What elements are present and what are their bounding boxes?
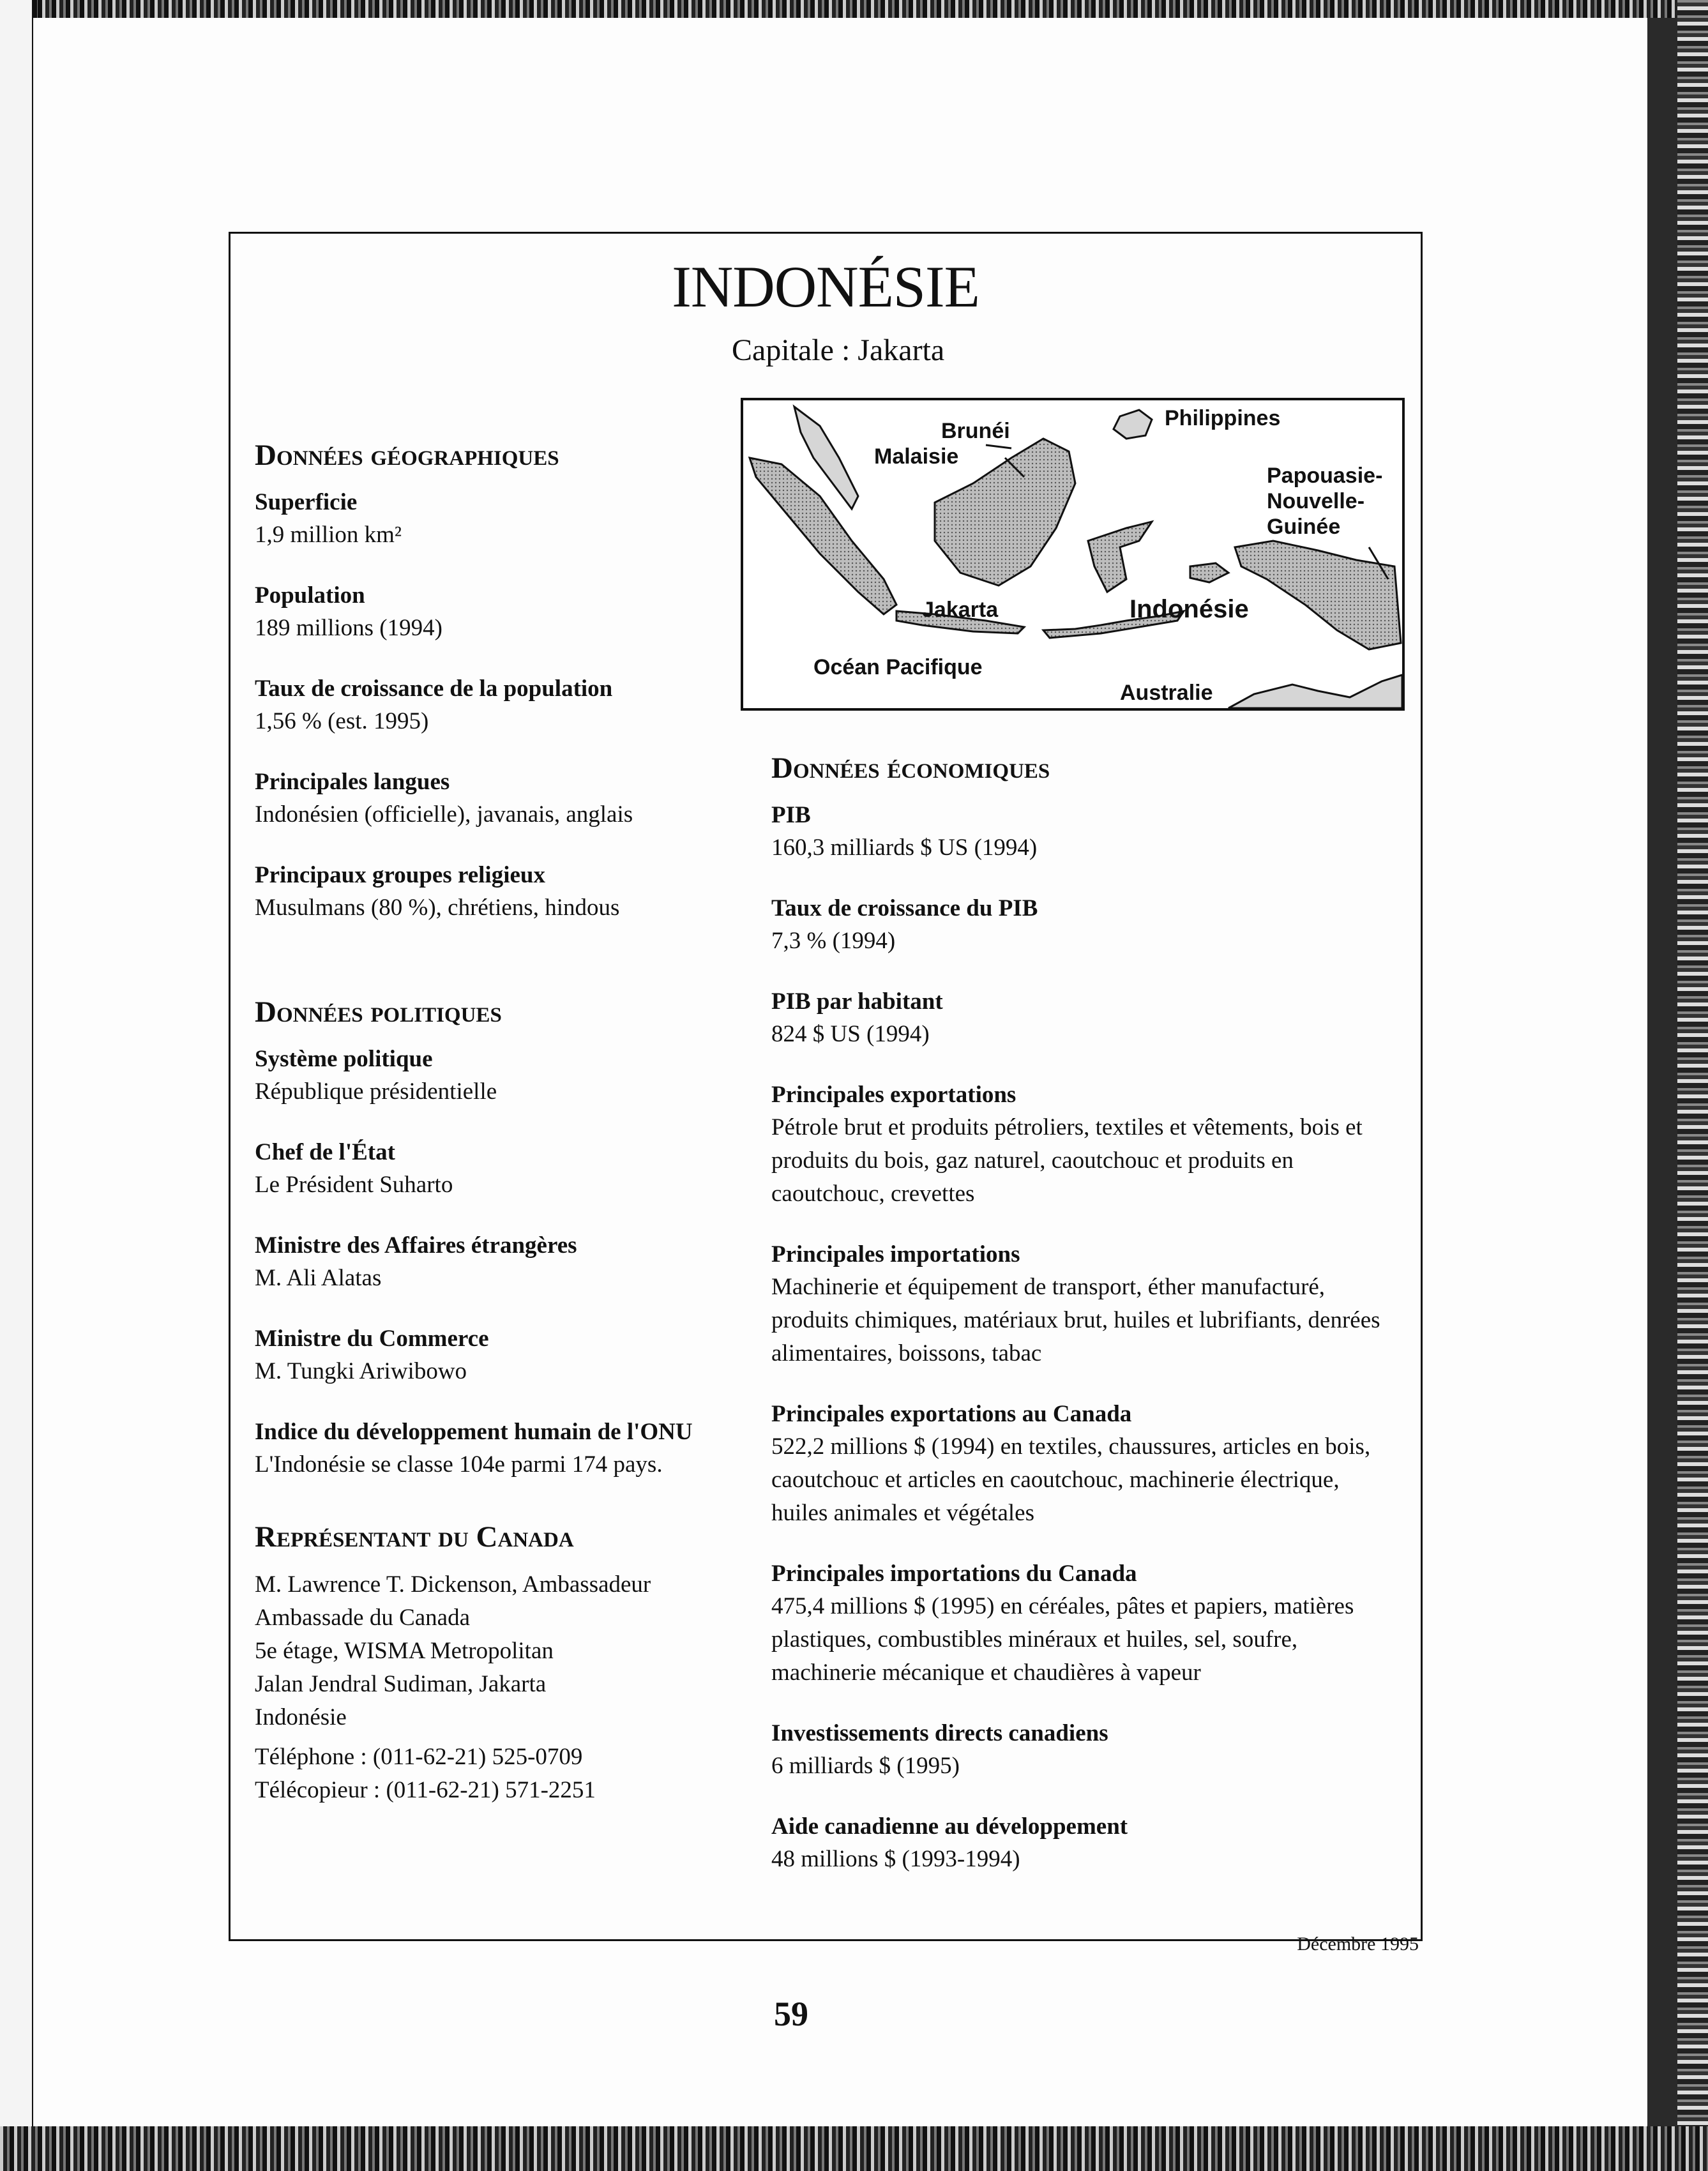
economy-label: Aide canadienne au développement bbox=[771, 1813, 1128, 1840]
economy-item bbox=[771, 799, 1403, 865]
politics-value: M. Tungki Ariwibowo bbox=[255, 1358, 467, 1384]
sulawesi-shape bbox=[1088, 522, 1152, 592]
economy-label: Principales exportations au Canada bbox=[771, 1401, 1132, 1427]
value-line: produits du bois, gaz naturel, caoutchouc et produits en bbox=[771, 1147, 1294, 1174]
economy-value: 160,3 milliards $ US (1994) bbox=[771, 835, 1038, 861]
philippines-shape bbox=[1114, 410, 1152, 439]
economy-label: PIB par habitant bbox=[771, 988, 943, 1015]
canada-rep-address bbox=[255, 1568, 714, 1734]
map-label-brunei: Brunéi bbox=[941, 419, 1010, 443]
politics-value: République présidentielle bbox=[255, 1078, 497, 1105]
economy-value: 48 millions $ (1993-1994) bbox=[771, 1846, 1020, 1872]
economy-label: PIB bbox=[771, 802, 811, 828]
page-title: INDONÉSIE bbox=[672, 254, 979, 319]
economy-value: 6 milliards $ (1995) bbox=[771, 1753, 960, 1779]
politics-item bbox=[255, 1043, 714, 1108]
economy-value bbox=[771, 1590, 1403, 1690]
economy-label: Investissements directs canadiens bbox=[771, 1720, 1108, 1746]
scan-border-bottom bbox=[0, 2126, 1708, 2171]
economy-item bbox=[771, 893, 1403, 958]
politics-label: Ministre des Affaires étrangères bbox=[255, 1232, 577, 1259]
politics-item bbox=[255, 1230, 714, 1295]
canada-rep-contact bbox=[255, 1741, 714, 1807]
value-line: huiles animales et végétales bbox=[771, 1500, 1034, 1526]
scan-border-right bbox=[1677, 0, 1708, 2171]
politics-value: L'Indonésie se classe 104e parmi 174 pays. bbox=[255, 1451, 663, 1478]
fact-sheet-frame bbox=[229, 232, 1423, 1941]
geo-item bbox=[255, 673, 714, 738]
value-line: Pétrole brut et produits pétroliers, textiles et vêtements, bois et bbox=[771, 1114, 1363, 1140]
politics-item bbox=[255, 1323, 714, 1388]
geo-item bbox=[255, 487, 714, 552]
geo-value: 1,56 % (est. 1995) bbox=[255, 708, 429, 734]
geo-value: Indonésien (officielle), javanais, anglais bbox=[255, 801, 633, 828]
page-number: 59 bbox=[774, 1995, 808, 2033]
politics-heading: Données politiques bbox=[255, 995, 502, 1029]
economy-value: 7,3 % (1994) bbox=[771, 928, 896, 954]
politics-label: Système politique bbox=[255, 1046, 433, 1072]
economy-item bbox=[771, 1718, 1403, 1783]
economy-item bbox=[771, 1811, 1403, 1876]
politics-label: Ministre du Commerce bbox=[255, 1326, 489, 1352]
publication-date: Décembre 1995 bbox=[1297, 1933, 1419, 1955]
map-label-nouvelle: Nouvelle- bbox=[1267, 489, 1365, 513]
geo-label: Taux de croissance de la population bbox=[255, 676, 613, 702]
map-label-indonesie: Indonésie bbox=[1130, 595, 1249, 623]
value-line: Machinerie et équipement de transport, éther manufacturé, bbox=[771, 1274, 1326, 1300]
economy-item bbox=[771, 1398, 1403, 1530]
scan-border-top bbox=[0, 0, 1708, 18]
value-line: plastiques, combustibles minéraux et huiles, sel, soufre, bbox=[771, 1626, 1298, 1653]
economy-item bbox=[771, 986, 1403, 1051]
map-label-guinee: Guinée bbox=[1267, 515, 1341, 539]
politics-item bbox=[255, 1416, 714, 1481]
economy-label: Principales importations bbox=[771, 1241, 1020, 1267]
address-line: M. Lawrence T. Dickenson, Ambassadeur bbox=[255, 1571, 651, 1598]
economy-item bbox=[771, 1079, 1403, 1211]
map-label-papouasie: Papouasie- bbox=[1267, 464, 1383, 488]
geo-item bbox=[255, 859, 714, 925]
phone-number: Téléphone : (011-62-21) 525-0709 bbox=[255, 1744, 583, 1770]
value-line: caoutchouc et articles en caoutchouc, machinerie électrique, bbox=[771, 1467, 1340, 1493]
map-label-ocean: Océan Pacifique bbox=[813, 655, 983, 679]
geo-label: Principaux groupes religieux bbox=[255, 862, 545, 888]
value-line: 522,2 millions $ (1994) en textiles, chaussures, articles en bois, bbox=[771, 1433, 1371, 1460]
geo-item bbox=[255, 766, 714, 831]
economy-value bbox=[771, 1430, 1403, 1530]
geo-heading: Données géographiques bbox=[255, 439, 559, 472]
economy-value: 824 $ US (1994) bbox=[771, 1021, 930, 1047]
australia-shape bbox=[1228, 675, 1402, 708]
address-line: Indonésie bbox=[255, 1704, 347, 1730]
geo-label: Superficie bbox=[255, 489, 358, 515]
geo-label: Principales langues bbox=[255, 769, 450, 795]
economy-value bbox=[771, 1271, 1403, 1370]
politics-label: Chef de l'État bbox=[255, 1139, 395, 1165]
canada-rep-heading: Représentant du Canada bbox=[255, 1520, 574, 1554]
map-label-australie: Australie bbox=[1120, 681, 1213, 705]
geo-value: 189 millions (1994) bbox=[255, 615, 442, 641]
brunei-arrow bbox=[986, 445, 1011, 448]
address-line: 5e étage, WISMA Metropolitan bbox=[255, 1638, 554, 1664]
geo-item bbox=[255, 580, 714, 645]
capital-line: Capitale : Jakarta bbox=[732, 333, 945, 367]
left-column bbox=[255, 438, 714, 1807]
geo-value: Musulmans (80 %), chrétiens, hindous bbox=[255, 895, 620, 921]
value-line: machinerie mécanique et chaudières à vapeur bbox=[771, 1660, 1201, 1686]
economy-value bbox=[771, 1111, 1403, 1211]
economy-label: Principales importations du Canada bbox=[771, 1561, 1137, 1587]
address-line: Ambassade du Canada bbox=[255, 1605, 471, 1631]
value-line: 475,4 millions $ (1995) en céréales, pâtes et papiers, matières bbox=[771, 1593, 1354, 1619]
address-line: Jalan Jendral Sudiman, Jakarta bbox=[255, 1671, 547, 1697]
map-label-philippines: Philippines bbox=[1165, 406, 1281, 430]
region-map bbox=[741, 398, 1405, 711]
economy-label: Principales exportations bbox=[771, 1082, 1016, 1108]
value-line: caoutchouc, crevettes bbox=[771, 1181, 975, 1207]
economy-label: Taux de croissance du PIB bbox=[771, 895, 1038, 921]
fax-number: Télécopieur : (011-62-21) 571-2251 bbox=[255, 1777, 596, 1803]
value-line: alimentaires, boissons, tabac bbox=[771, 1340, 1042, 1366]
politics-label: Indice du développement humain de l'ONU bbox=[255, 1419, 693, 1445]
right-column bbox=[771, 751, 1403, 1904]
sumatra-shape bbox=[750, 458, 896, 614]
value-line: produits chimiques, matériaux brut, huiles et lubrifiants, denrées bbox=[771, 1307, 1380, 1333]
scan-border-left bbox=[0, 0, 37, 2171]
politics-value: M. Ali Alatas bbox=[255, 1265, 382, 1291]
map-label-malaisie: Malaisie bbox=[874, 444, 959, 469]
politics-item bbox=[255, 1137, 714, 1202]
politics-value: Le Président Suharto bbox=[255, 1172, 453, 1198]
economy-item bbox=[771, 1239, 1403, 1370]
geo-value: 1,9 million km² bbox=[255, 522, 402, 548]
economy-heading: Données économiques bbox=[771, 752, 1050, 785]
page bbox=[33, 18, 1647, 2126]
maluku-shape bbox=[1190, 563, 1228, 582]
map-label-jakarta: Jakarta bbox=[922, 598, 999, 622]
economy-item bbox=[771, 1558, 1403, 1690]
geo-label: Population bbox=[255, 582, 365, 609]
